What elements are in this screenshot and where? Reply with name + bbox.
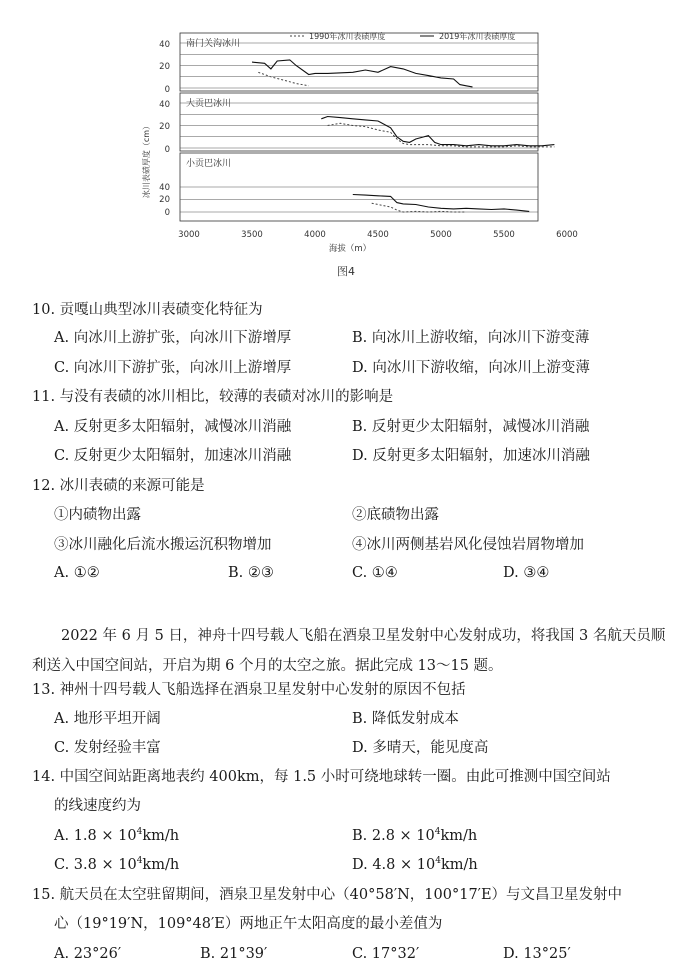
q14-option-c[interactable] xyxy=(54,855,179,875)
figure-legend xyxy=(290,31,515,41)
option-value: A. 1.8 × 10 xyxy=(54,828,137,844)
q14-option-d[interactable] xyxy=(352,855,478,875)
q13-option-a[interactable]: A. 地形平坦开阔 xyxy=(54,711,161,727)
q12-statement-2: ②底碛物出露 xyxy=(352,507,439,523)
option-value: D. 4.8 × 10 xyxy=(352,857,436,873)
panel-xiaogongba xyxy=(159,153,538,221)
y-axis-title: 冰川表碛厚度（cm） xyxy=(142,121,151,199)
legend-2019-label: 2019年冰川表碛厚度 xyxy=(439,32,516,41)
q12-option-b[interactable]: B. ②③ xyxy=(228,565,274,581)
panel-nanmenguan xyxy=(159,33,538,95)
q12-option-c[interactable]: C. ①④ xyxy=(352,565,398,581)
q10-option-a[interactable]: A. 向冰川上游扩张，向冰川下游增厚 xyxy=(54,330,292,346)
option-unit: km/h xyxy=(142,828,180,844)
series-line-1990 xyxy=(328,123,555,147)
q12-statement-1: ①内碛物出露 xyxy=(54,507,141,523)
q14-stem-line1: 14. 中国空间站距离地表约 400km，每 1.5 小时可绕地球转一圈。由此可推测中国空间站 xyxy=(32,769,611,785)
glacier-debris-figure xyxy=(0,0,692,290)
q15-stem-line1: 15. 航天员在太空驻留期间，酒泉卫星发射中心（40°58′N，100°17′E）与文昌卫星发射中 xyxy=(32,887,623,903)
q12-option-a[interactable]: A. ①② xyxy=(54,565,100,581)
q12-statement-3: ③冰川融化后流水搬运沉积物增加 xyxy=(54,537,272,553)
q12-statement-4: ④冰川两侧基岩风化侵蚀岩屑物增加 xyxy=(352,537,584,553)
q15-option-c[interactable]: C. 17°32′ xyxy=(352,946,420,962)
q10-option-b[interactable]: B. 向冰川上游收缩，向冰川下游变薄 xyxy=(352,330,590,346)
q14-option-b[interactable] xyxy=(352,826,477,846)
x-axis xyxy=(178,230,578,254)
x-tick-label: 5500 xyxy=(493,230,515,240)
figure-caption: 图4 xyxy=(337,265,355,278)
series-line-2019 xyxy=(353,195,529,212)
q15-option-a[interactable]: A. 23°26′ xyxy=(54,946,122,962)
series-line-2019 xyxy=(252,60,473,87)
q12-stem: 12. 冰川表碛的来源可能是 xyxy=(32,478,205,494)
option-exponent: 4 xyxy=(434,827,441,838)
option-unit: km/h xyxy=(142,857,180,873)
q11-option-c[interactable]: C. 反射更少太阳辐射，加速冰川消融 xyxy=(54,448,292,464)
y-tick-label: 40 xyxy=(159,40,170,50)
y-tick-label: 40 xyxy=(159,183,170,193)
q13-option-c[interactable]: C. 发射经验丰富 xyxy=(54,740,161,756)
q13-stem: 13. 神州十四号载人飞船选择在酒泉卫星发射中心发射的原因不包括 xyxy=(32,682,466,698)
q15-option-b[interactable]: B. 21°39′ xyxy=(200,946,268,962)
legend-1990-label: 1990年冰川表碛厚度 xyxy=(309,32,386,41)
x-axis-title: 海拔（m） xyxy=(328,244,372,254)
y-tick-label: 20 xyxy=(159,62,170,72)
panel-frame xyxy=(180,93,538,151)
option-unit: km/h xyxy=(440,857,478,873)
series-line-1990 xyxy=(258,72,308,86)
x-tick-label: 4000 xyxy=(304,230,326,240)
panel-dagongba xyxy=(159,93,554,155)
y-tick-label: 20 xyxy=(159,122,170,132)
option-exponent: 4 xyxy=(435,856,441,867)
q11-option-b[interactable]: B. 反射更少太阳辐射，减慢冰川消融 xyxy=(352,419,590,435)
series-line-2019 xyxy=(321,117,554,146)
q10-option-d[interactable]: D. 向冰川下游收缩，向冰川上游变薄 xyxy=(352,360,590,376)
y-tick-label: 0 xyxy=(164,85,170,95)
x-tick-label: 3000 xyxy=(178,230,200,240)
x-tick-label: 3500 xyxy=(241,230,263,240)
y-tick-label: 20 xyxy=(159,195,170,205)
y-tick-label: 0 xyxy=(164,145,170,155)
q10-option-c[interactable]: C. 向冰川下游扩张，向冰川上游增厚 xyxy=(54,360,292,376)
q14-option-a[interactable] xyxy=(54,826,179,846)
panel-title: 小贡巴冰川 xyxy=(186,159,232,169)
option-value: C. 3.8 × 10 xyxy=(54,857,137,873)
q11-option-a[interactable]: A. 反射更多太阳辐射，减慢冰川消融 xyxy=(54,419,292,435)
option-unit: km/h xyxy=(440,828,478,844)
q11-stem: 11. 与没有表碛的冰川相比，较薄的表碛对冰川的影响是 xyxy=(32,389,394,405)
x-tick-label: 5000 xyxy=(430,230,452,240)
q13-option-b[interactable]: B. 降低发射成本 xyxy=(352,711,459,727)
passage-shenzhou14: 2022 年 6 月 5 日，神舟十四号载人飞船在酒泉卫星发射中心发射成功，将我国 3 名航天员顺利送入中国空间站，开启为期 6 个月的太空之旅。据此完成 13～15 题。 xyxy=(32,628,666,674)
option-value: B. 2.8 × 10 xyxy=(352,828,435,844)
option-exponent: 4 xyxy=(136,827,143,838)
q12-option-d[interactable]: D. ③④ xyxy=(503,565,550,581)
y-tick-label: 0 xyxy=(164,208,170,218)
q11-option-d[interactable]: D. 反射更多太阳辐射，加速冰川消融 xyxy=(352,448,590,464)
y-tick-label: 40 xyxy=(159,100,170,110)
x-tick-label: 6000 xyxy=(556,230,578,240)
q15-stem-line2: 心（19°19′N，109°48′E）两地正午太阳高度的最小差值为 xyxy=(54,916,443,932)
option-exponent: 4 xyxy=(136,856,143,867)
q10-stem: 10. 贡嘎山典型冰川表碛变化特征为 xyxy=(32,302,263,318)
q14-stem-line2: 的线速度约为 xyxy=(54,798,141,814)
panel-title: 大贡巴冰川 xyxy=(186,99,232,109)
x-tick-label: 4500 xyxy=(367,230,389,240)
q13-option-d[interactable]: D. 多晴天，能见度高 xyxy=(352,740,489,756)
q15-option-d[interactable]: D. 13°25′ xyxy=(503,946,571,962)
panel-title: 南门关沟冰川 xyxy=(186,39,241,49)
